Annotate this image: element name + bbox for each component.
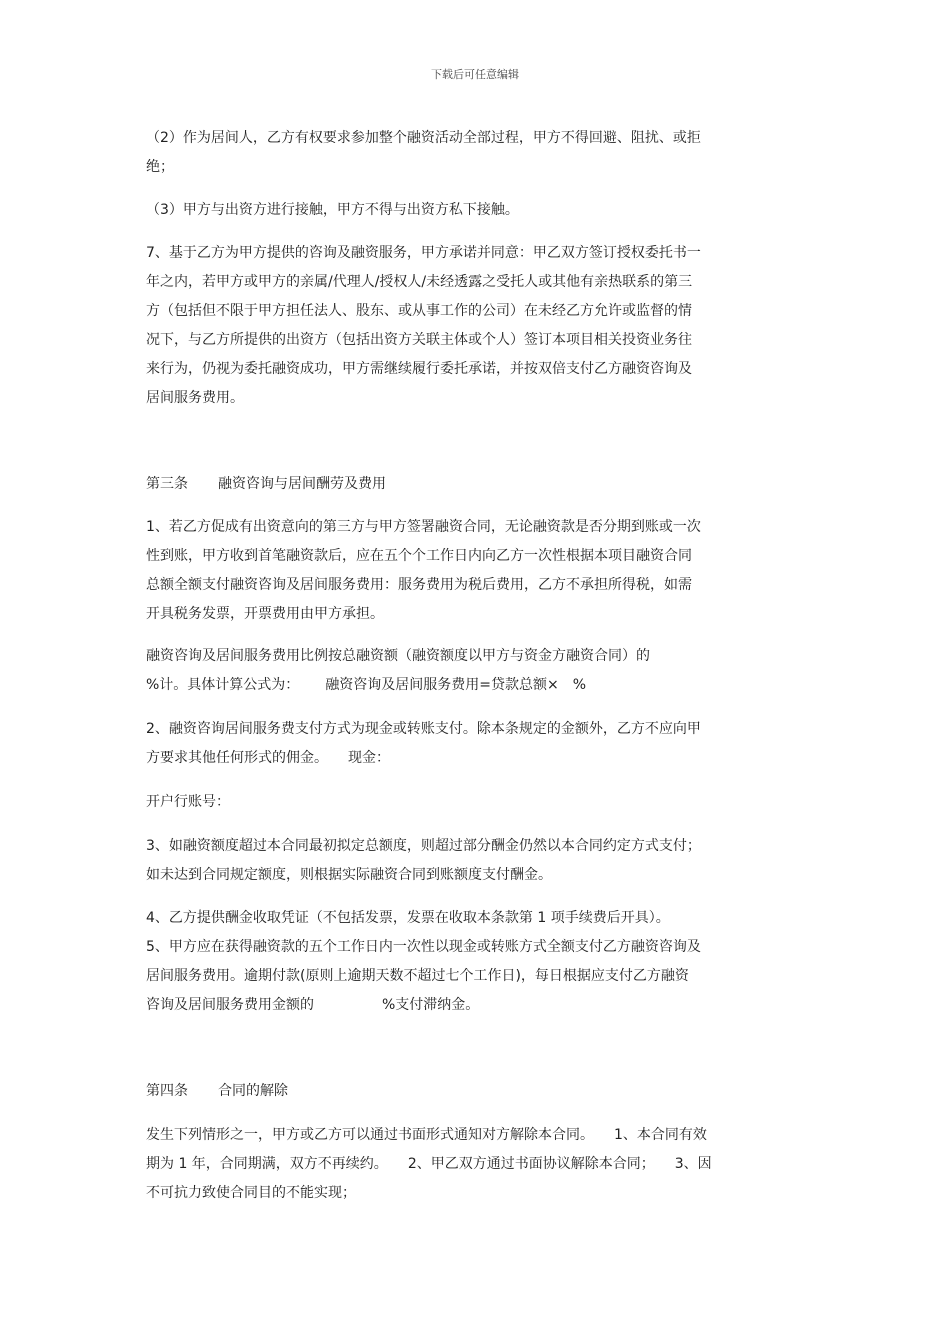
article-3-item-1-line: 1、若乙方促成有出资意向的第三方与甲方签署融资合同，无论融资款是否分期到账或一次: [146, 519, 701, 535]
fee-formula: 融资咨询及居间服务费用=贷款总额×: [325, 677, 559, 693]
article-3-item-1-line: 开具税务发票，开票费用由甲方承担。: [146, 606, 384, 622]
article-3-item-2-line-1: 2、融资咨询居间服务费支付方式为现金或转账支付。除本条规定的金额外，乙方不应向甲: [146, 721, 701, 737]
article-3-item-1: [146, 513, 812, 629]
article-3-item-2: [146, 715, 812, 773]
article-3-item-1-line: 总额全额支付融资咨询及居间服务费用：服务费用为税后费用，乙方不承担所得税，如需: [146, 577, 692, 593]
article-3-item-3-line: 3、如融资额度超过本合同最初拟定总额度，则超过部分酬金仍然以本合同约定方式支付；: [146, 838, 701, 854]
clause-2-line-2: 绝；: [146, 159, 174, 175]
page-header: 下载后可任意编辑: [431, 68, 519, 81]
item-7-line: 年之内，若甲方或甲方的亲属/代理人/授权人/未经透露之受托人或其他有亲热联系的第三: [146, 274, 693, 290]
article-4-term-3: 3、因: [674, 1156, 712, 1172]
bank-account-label: 开户行账号：: [146, 794, 230, 810]
article-4-term-1: 1、本合同有效: [614, 1127, 707, 1143]
clause-3: [146, 196, 812, 225]
article-3-heading: [146, 470, 812, 499]
cash-label: 现金：: [348, 750, 390, 766]
clause-2-line-1: （2）作为居间人，乙方有权要求参加整个融资活动全部过程，甲方不得回避、阻扰、或拒: [146, 130, 701, 146]
article-3-item-5-line-1: 5、甲方应在获得融资款的五个工作日内一次性以现金或转账方式全额支付乙方融资咨询及: [146, 939, 701, 955]
clause-2-3: [146, 124, 812, 182]
article-4-body: [146, 1121, 812, 1208]
fee-ratio: [146, 642, 812, 700]
article-4-number: 第四条: [146, 1083, 188, 1099]
article-3-item-5-line-2: 居间服务费用。逾期付款(原则上逾期天数不超过七个工作日)，每日根据应支付乙方融资: [146, 968, 689, 984]
item-7-line: 居间服务费用。: [146, 390, 244, 406]
article-3-number: 第三条: [146, 476, 188, 492]
article-3-item-4: 4、乙方提供酬金收取凭证（不包括发票，发票在收取本条款第 1 项手续费后开具）。: [146, 910, 670, 926]
fee-ratio-percent-label: %计。具体计算公式为：: [146, 677, 300, 693]
article-4-line-3: 不可抗力致使合同目的不能实现；: [146, 1185, 356, 1201]
fee-formula-percent: %: [572, 677, 587, 693]
item-7-line: 7、基于乙方为甲方提供的咨询及融资服务，甲方承诺并同意：甲乙双方签订授权委托书一: [146, 245, 701, 261]
article-4-heading: [146, 1077, 812, 1106]
article-3-item-1-line: 性到账，甲方收到首笔融资款后，应在五个个工作日内向乙方一次性根据本项目融资合同: [146, 548, 692, 564]
item-7-line: 况下，与乙方所提供的出资方（包括出资方关联主体或个人）签订本项目相关投资业务往: [146, 332, 692, 348]
item-7: [146, 239, 812, 413]
article-4-line-2: 期为 1 年，合同期满，双方不再续约。: [146, 1156, 388, 1172]
article-3-item-2-line-2: 方要求其他任何形式的佣金。: [146, 750, 328, 766]
article-3-item-3: [146, 832, 812, 890]
clause-3-line: （3）甲方与出资方进行接触，甲方不得与出资方私下接触。: [146, 202, 519, 218]
article-3-item-4-5: [146, 904, 812, 1020]
item-7-line: 来行为，仍视为委托融资成功，甲方需继续履行委托承诺，并按双倍支付乙方融资咨询及: [146, 361, 692, 377]
late-fee-percent: %支付滞纳金。: [382, 997, 480, 1013]
article-4-title: 合同的解除: [218, 1083, 288, 1099]
fee-ratio-line-1: 融资咨询及居间服务费用比例按总融资额（融资额度以甲方与资金方融资合同）的: [146, 648, 650, 664]
bank-account: [146, 788, 812, 817]
article-3-item-5-line-3: 咨询及居间服务费用金额的: [146, 997, 314, 1013]
article-3-item-3-line: 如未达到合同规定额度，则根据实际融资合同到账额度支付酬金。: [146, 867, 552, 883]
item-7-line: 方（包括但不限于甲方担任法人、股东、或从事工作的公司）在未经乙方允许或监督的情: [146, 303, 692, 319]
article-3-title: 融资咨询与居间酬劳及费用: [218, 476, 386, 492]
article-4-line-1: 发生下列情形之一，甲方或乙方可以通过书面形式通知对方解除本合同。: [146, 1127, 594, 1143]
article-4-term-2: 2、甲乙双方通过书面协议解除本合同；: [407, 1156, 655, 1172]
